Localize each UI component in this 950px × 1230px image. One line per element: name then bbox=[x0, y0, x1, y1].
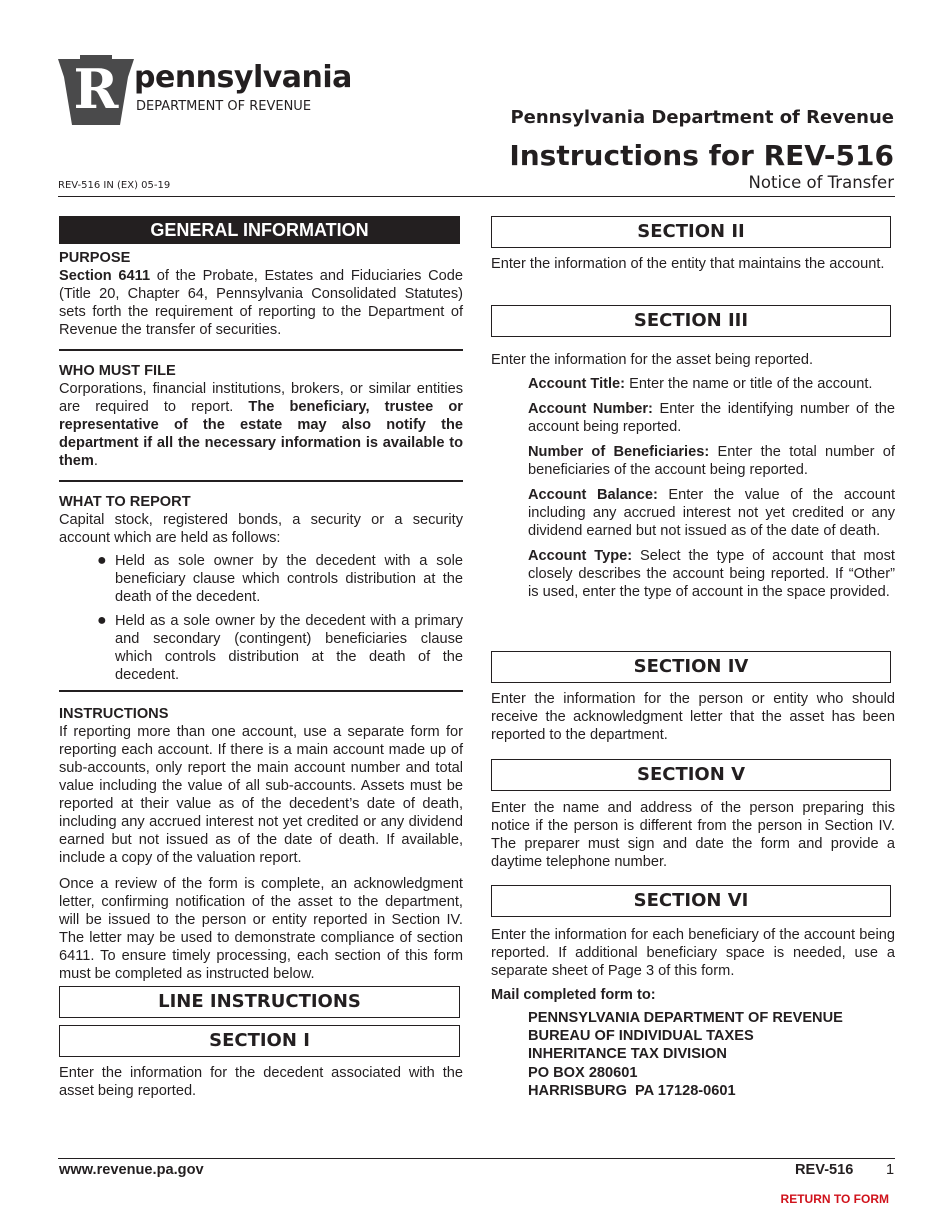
address-line: PENNSYLVANIA DEPARTMENT OF REVENUE bbox=[528, 1010, 843, 1026]
instructions-para-2: Once a review of the form is complete, an acknowledgment letter, confirming notification of the asset to the department, will be issued to the person or entity reported in Section IV. The letter may be used to demonstrate compliance of section 6411. To ensure timely processing, each section of this form must be completed as instructed below. bbox=[59, 876, 463, 982]
who-must-file-body: Corporations, financial institutions, brokers, or similar entities are required to report. bbox=[59, 381, 463, 415]
address-line: HARRISBURG PA 17128-0601 bbox=[528, 1082, 736, 1099]
what-to-report-block bbox=[59, 493, 463, 684]
bullet-text: Held as sole owner by the decedent with a sole beneficiary clause which controls distribution at the death of the decedent. bbox=[115, 553, 463, 605]
return-to-form-link[interactable]: RETURN TO FORM bbox=[780, 1192, 889, 1206]
page-title: Instructions for REV-516 bbox=[509, 139, 894, 172]
purpose-block bbox=[59, 249, 463, 339]
who-must-file-block bbox=[59, 362, 463, 470]
field-account-number bbox=[528, 400, 895, 436]
section-6-text: Enter the information for each beneficiary of the account being reported. If additional beneficiary space is needed, use a separate sheet of Page 3 of this form. bbox=[491, 927, 895, 979]
section-5-box bbox=[491, 759, 891, 791]
header-divider bbox=[58, 196, 895, 197]
footer-form-number: REV-516 bbox=[795, 1162, 854, 1178]
divider bbox=[59, 690, 463, 692]
bullet-text: Held as a sole owner by the decedent with a primary and secondary (contingent) beneficiaries clause which controls distribution at the death of the decedent. bbox=[115, 613, 463, 683]
mail-address bbox=[528, 1009, 843, 1100]
section-4-text: Enter the information for the person or entity who should receive the acknowledgment letter that the asset has been reported to the department. bbox=[491, 691, 895, 743]
section-1-text: Enter the information for the decedent associated with the asset being reported. bbox=[59, 1065, 463, 1099]
field-account-title bbox=[528, 375, 895, 393]
section-5-title: SECTION V bbox=[636, 764, 745, 785]
section-6-title: SECTION VI bbox=[633, 890, 749, 911]
field-label: Account Title: bbox=[528, 376, 626, 392]
address-line: BUREAU OF INDIVIDUAL TAXES bbox=[528, 1028, 754, 1045]
who-must-file-end: . bbox=[93, 453, 98, 469]
section-6-box bbox=[491, 885, 891, 917]
footer-website[interactable]: www.revenue.pa.gov bbox=[59, 1162, 204, 1178]
list-item bbox=[59, 612, 463, 684]
section-2-text: Enter the information of the entity that maintains the account. bbox=[491, 256, 885, 272]
what-to-report-text: Capital stock, registered bonds, a security or a security account which are held as follows: bbox=[59, 512, 463, 546]
logo-sub: DEPARTMENT OF REVENUE bbox=[136, 99, 312, 114]
bullet-icon: ● bbox=[97, 552, 107, 569]
line-instructions-box bbox=[59, 986, 460, 1018]
logo-word: pennsylvania bbox=[134, 60, 352, 95]
field-account-type bbox=[528, 547, 895, 601]
address-line: INHERITANCE TAX DIVISION bbox=[528, 1046, 727, 1063]
field-text: Enter the total number of beneficiaries of the account being reported. bbox=[528, 444, 895, 478]
general-info-banner bbox=[59, 216, 460, 244]
divider bbox=[59, 480, 463, 482]
logo bbox=[58, 55, 352, 125]
section-1-title: SECTION I bbox=[209, 1030, 310, 1051]
field-label: Number of Beneficiaries: bbox=[528, 444, 710, 460]
form-code: REV-516 IN (EX) 05-19 bbox=[58, 180, 171, 191]
field-label: Account Number: bbox=[528, 401, 653, 417]
purpose-text bbox=[59, 267, 463, 339]
instructions-heading: INSTRUCTIONS bbox=[59, 706, 169, 722]
page-subtitle: Notice of Transfer bbox=[748, 173, 894, 192]
list-item bbox=[59, 552, 463, 606]
divider bbox=[59, 349, 463, 351]
logo-letter: R bbox=[73, 57, 119, 121]
section-2-box bbox=[491, 216, 891, 248]
section-3-box bbox=[491, 305, 891, 337]
purpose-body: of the Probate, Estates and Fiduciaries Code (Title 20, Chapter 64, Pennsylvania Consolidated Statutes) sets forth the requirement of reporting to the Department of Revenue the transfer of securities. bbox=[59, 268, 463, 338]
line-instructions-title: LINE INSTRUCTIONS bbox=[158, 991, 361, 1012]
section-4-title: SECTION IV bbox=[633, 656, 749, 677]
who-must-file-text bbox=[59, 380, 463, 470]
who-must-file-bold: The beneficiary, trustee or representative of the estate may also notify the department if all the necessary information is available to them bbox=[59, 399, 463, 469]
section-1-box bbox=[59, 1025, 460, 1057]
section-3-text: Enter the information for the asset being reported. bbox=[491, 352, 814, 368]
field-text: Enter the name or title of the account. bbox=[625, 376, 873, 392]
field-text: Select the type of account that most closely describes the account being reported. If “Other” is used, enter the type of account in the space provided. bbox=[528, 548, 895, 600]
agency-name: Pennsylvania Department of Revenue bbox=[510, 107, 894, 128]
who-must-file-heading: WHO MUST FILE bbox=[59, 363, 176, 379]
purpose-bold-lead: Section 6411 bbox=[59, 268, 151, 284]
address-line: PO BOX 280601 bbox=[528, 1064, 638, 1081]
what-to-report-heading: WHAT TO REPORT bbox=[59, 494, 191, 510]
field-number-of-beneficiaries bbox=[528, 443, 895, 479]
instructions-block bbox=[59, 705, 463, 983]
footer-page-number: 1 bbox=[886, 1162, 895, 1178]
section-3-title: SECTION III bbox=[633, 310, 749, 331]
mail-heading: Mail completed form to: bbox=[491, 987, 656, 1003]
section-5-text: Enter the name and address of the person preparing this notice if the person is different from the person in Section IV. The preparer must sign and date the form and provide a daytime telephone number. bbox=[491, 800, 895, 870]
general-info-title: GENERAL INFORMATION bbox=[150, 220, 369, 240]
section-4-box bbox=[491, 651, 891, 683]
field-text: Enter the identifying number of the account being reported. bbox=[528, 401, 895, 435]
section-2-title: SECTION II bbox=[637, 221, 745, 242]
field-text: Enter the value of the account including any accrued interest not yet credited or any dividend earned but not issued as of the date of death. bbox=[528, 487, 895, 539]
field-label: Account Balance: bbox=[528, 487, 658, 503]
purpose-heading: PURPOSE bbox=[59, 250, 131, 266]
instructions-para-1: If reporting more than one account, use a separate form for reporting each account. If there is a main account made up of sub-accounts, only report the main account number and total value including the value of all sub-accounts. Assets must be reported at their value as of the decedent’s date of death, including any accrued interest not yet credited or any dividend earned but not issued as of the date of death. If available, include a copy of the valuation report. bbox=[59, 724, 463, 866]
field-account-balance bbox=[528, 486, 895, 540]
field-label: Account Type: bbox=[528, 548, 633, 564]
section-3-fields bbox=[528, 375, 895, 601]
bullet-icon: ● bbox=[97, 612, 107, 629]
footer-divider bbox=[58, 1158, 895, 1159]
